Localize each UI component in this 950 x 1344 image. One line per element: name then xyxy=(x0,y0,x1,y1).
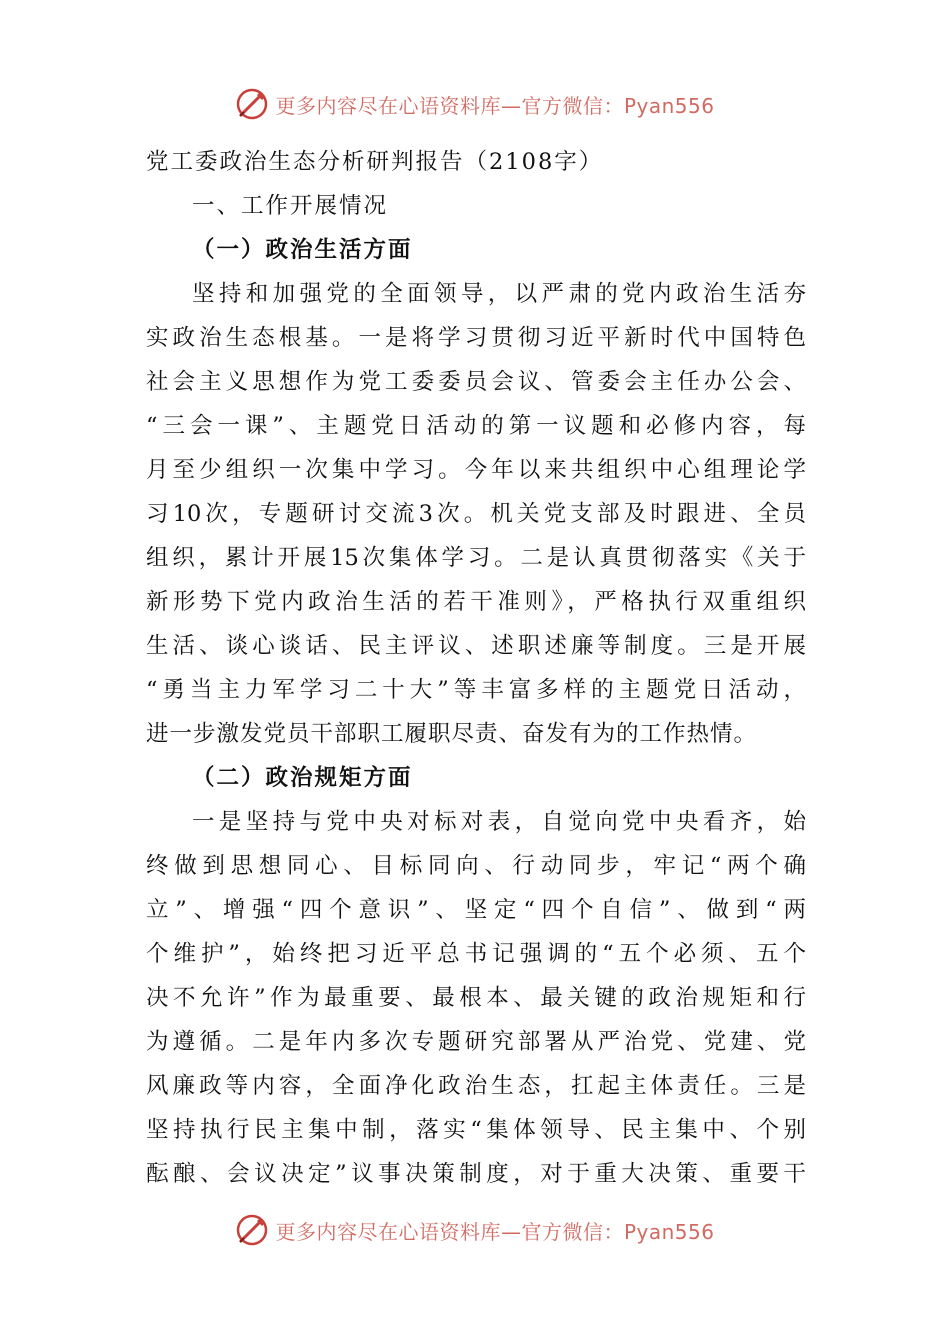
footer-banner-text: 更多内容尽在心语资料库—官方微信：Pyan556 xyxy=(275,1219,715,1244)
text-line: 实政治生态根基。一是将学习贯彻习近平新时代中国特色 xyxy=(146,325,806,351)
text-line: “勇当主力军学习二十大”等丰富多样的主题党日活动， xyxy=(146,677,806,703)
text-line: 月至少组织一次集中学习。今年以来共组织中心组理论学 xyxy=(146,457,806,483)
header-banner xyxy=(0,84,950,124)
text-line: “三会一课”、主题党日活动的第一议题和必修内容，每 xyxy=(146,413,806,439)
text-line: 坚持执行民主集中制，落实“集体领导、民主集中、个别 xyxy=(146,1117,806,1143)
text-line: 风廉政等内容，全面净化政治生态，扛起主体责任。三是 xyxy=(146,1073,806,1099)
text-line: 社会主义思想作为党工委委员会议、管委会主任办公会、 xyxy=(146,369,806,395)
subsection-heading-2: （二）政治规矩方面 xyxy=(192,765,413,791)
document-body xyxy=(146,140,806,1196)
text-line: 生活、谈心谈话、民主评议、述职述廉等制度。三是开展 xyxy=(146,633,806,659)
paragraph-political-rules xyxy=(146,800,806,1196)
text-line: 个维护”，始终把习近平总书记强调的“五个必须、五个 xyxy=(146,941,806,967)
pen-logo-icon xyxy=(235,87,269,121)
text-line: 一是坚持与党中央对标对表，自觉向党中央看齐，始 xyxy=(192,809,806,835)
document-title: 党工委政治生态分析研判报告（2108字） xyxy=(146,149,604,175)
header-banner-text: 更多内容尽在心语资料库—官方微信：Pyan556 xyxy=(275,93,715,118)
text-line: 新形势下党内政治生活的若干准则》，严格执行双重组织 xyxy=(146,589,806,615)
text-line: 坚持和加强党的全面领导，以严肃的党内政治生活夯 xyxy=(192,281,806,307)
footer-banner xyxy=(0,1210,950,1250)
text-line: 为遵循。二是年内多次专题研究部署从严治党、党建、党 xyxy=(146,1029,806,1055)
text-line: 终做到思想同心、目标同向、行动同步，牢记“两个确 xyxy=(146,853,806,879)
text-line: 酝酿、会议决定”议事决策制度，对于重大决策、重要干 xyxy=(146,1161,806,1187)
section-heading-1: 一、工作开展情况 xyxy=(192,193,389,219)
subsection-heading-1: （一）政治生活方面 xyxy=(192,237,413,263)
paragraph-political-life xyxy=(146,272,806,756)
text-line: 组织，累计开展15次集体学习。二是认真贯彻落实《关于 xyxy=(146,545,806,571)
text-line: 进一步激发党员干部职工履职尽责、奋发有为的工作热情。 xyxy=(146,721,758,747)
text-line: 习10次，专题研讨交流3次。机关党支部及时跟进、全员 xyxy=(146,501,806,527)
text-line: 决不允许”作为最重要、最根本、最关键的政治规矩和行 xyxy=(146,985,806,1011)
text-line: 立”、增强“四个意识”、坚定“四个自信”、做到“两 xyxy=(146,897,806,923)
pen-logo-icon xyxy=(235,1213,269,1247)
